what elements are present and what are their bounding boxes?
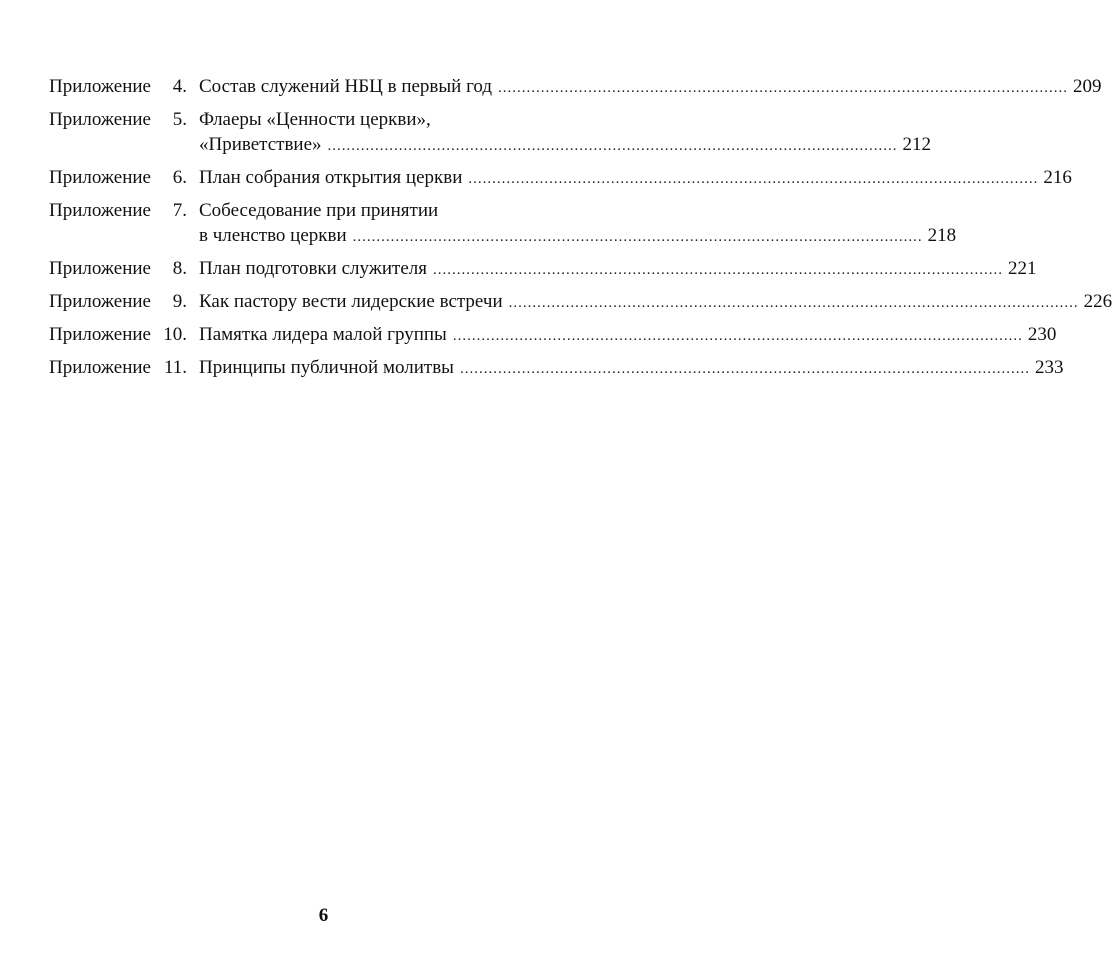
toc-entry (49, 256, 1037, 283)
dot-leader: ........................................................................................................................ (508, 295, 1079, 311)
toc-entry-page: 233 (1034, 357, 1064, 378)
toc-entry-body (199, 256, 1037, 283)
dot-leader: ........................................................................................................................ (327, 138, 898, 154)
toc-entry-title: План собрания открытия церкви (199, 167, 463, 188)
toc-entry-page: 216 (1043, 167, 1072, 188)
toc-entry-title: Памятка лидера малой группы (199, 324, 447, 345)
toc-entry (49, 322, 1057, 349)
toc-entry-number: 6. (172, 167, 187, 188)
toc-entry-title-line (199, 256, 1037, 283)
toc-entry-title-line (199, 198, 594, 223)
dot-leader: ........................................................................................................................ (433, 262, 1003, 278)
toc-entry-title-line (199, 165, 1072, 192)
toc-entry-body (199, 107, 932, 159)
toc-entry-page: 218 (927, 225, 957, 246)
table-of-contents (49, 74, 1112, 388)
toc-entry-number: 9. (172, 291, 187, 312)
toc-entry (49, 198, 957, 250)
toc-entry-title: План подготовки служителя (199, 258, 427, 279)
toc-entry (49, 355, 1064, 382)
dot-leader: ........................................................................................................................ (468, 171, 1039, 187)
dot-leader: ........................................................................................................................ (459, 361, 1030, 377)
toc-entry-number: 7. (172, 200, 187, 221)
toc-entry-number: 11. (163, 357, 187, 378)
dot-leader: ........................................................................................................................ (352, 229, 923, 245)
toc-entry-label: Приложение (49, 357, 151, 378)
toc-entry-title-line (199, 107, 594, 132)
toc-entry-page: 209 (1073, 76, 1102, 97)
toc-entry (49, 74, 1102, 101)
toc-entry-page: 226 (1083, 291, 1112, 312)
toc-entry-title-line (199, 355, 1064, 382)
toc-entry-body (199, 74, 1102, 101)
toc-entry-title: Собеседование при принятии (199, 200, 439, 221)
toc-entry-page: 221 (1008, 258, 1037, 279)
toc-entry-label: Приложение (49, 258, 151, 279)
toc-entry-title-line (199, 289, 1112, 316)
toc-entry-title: в членство церкви (199, 225, 347, 246)
toc-entry-title-line (199, 74, 1102, 101)
toc-entry-body (199, 355, 1064, 382)
toc-entry-title-line (199, 132, 932, 159)
toc-entry-number: 8. (172, 258, 187, 279)
toc-entry-title: Как пастору вести лидерские встречи (199, 291, 503, 312)
toc-entry-label: Приложение (49, 200, 151, 221)
toc-entry-page: 212 (902, 134, 932, 155)
toc-entry-number: 10. (163, 324, 187, 345)
toc-entry-label: Приложение (49, 109, 151, 130)
toc-entry-title-line (199, 223, 957, 250)
toc-entry-number: 4. (172, 76, 187, 97)
toc-entry-body (199, 289, 1112, 316)
page-number: 6 (318, 905, 329, 926)
dot-leader: ........................................................................................................................ (498, 80, 1069, 96)
toc-entry-label: Приложение (49, 291, 151, 312)
toc-entry-title: «Приветствие» (199, 134, 322, 155)
dot-leader: ........................................................................................................................ (452, 328, 1023, 344)
toc-entry-title-line (199, 322, 1057, 349)
toc-entry-label: Приложение (49, 324, 151, 345)
toc-entry-body (199, 165, 1072, 192)
toc-entry-body (199, 198, 957, 250)
toc-entry-body (199, 322, 1057, 349)
toc-entry-label: Приложение (49, 167, 151, 188)
toc-entry (49, 165, 1072, 192)
toc-entry-title: Состав служений НБЦ в первый год (199, 76, 493, 97)
toc-entry-page: 230 (1027, 324, 1057, 345)
toc-entry-title: Флаеры «Ценности церкви», (199, 109, 431, 130)
toc-entry (49, 107, 932, 159)
toc-entry-label: Приложение (49, 76, 151, 97)
toc-entry-title: Принципы публичной молитвы (199, 357, 454, 378)
toc-entry-number: 5. (172, 109, 187, 130)
toc-entry (49, 289, 1112, 316)
